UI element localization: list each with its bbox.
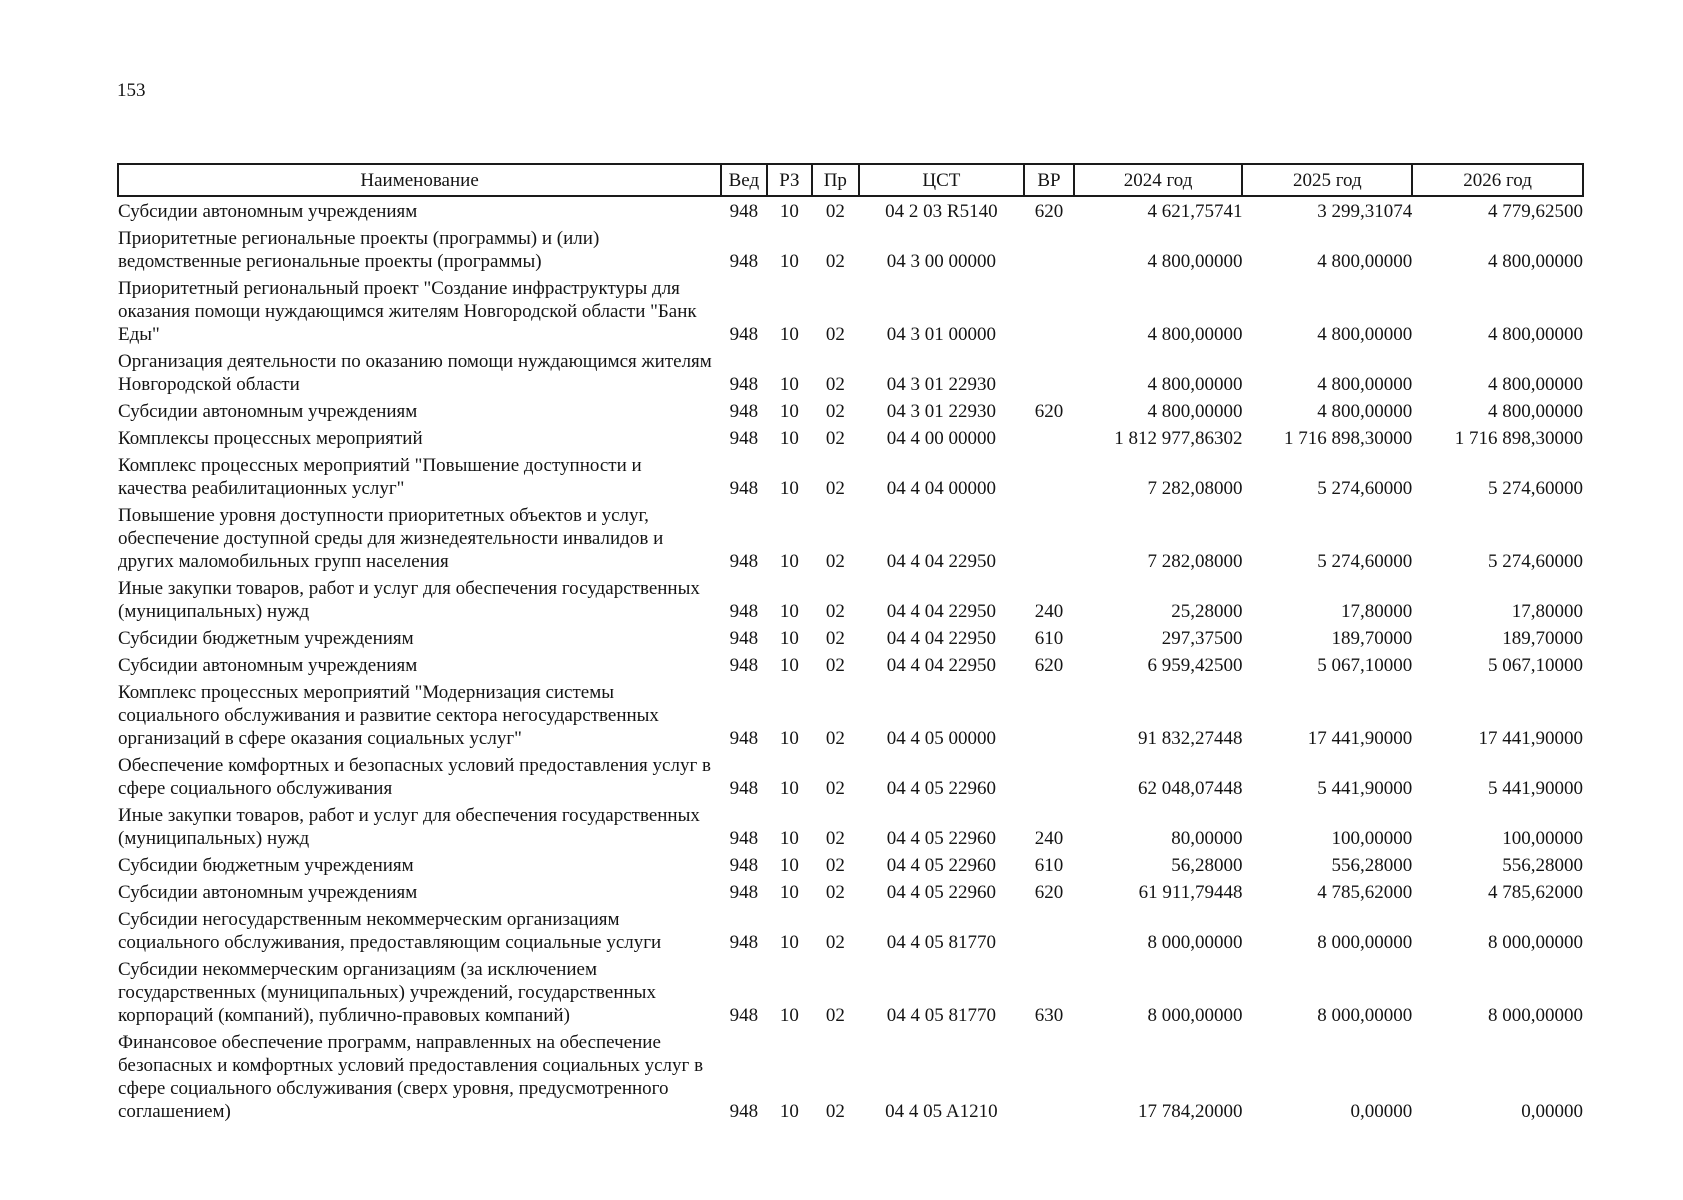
cell-2025: 556,28000 [1331, 855, 1413, 876]
cell-2024: 8 000,00000 [1147, 1005, 1243, 1026]
cell-cst: 04 3 01 22930 [886, 374, 997, 395]
cell-pr: 02 [825, 401, 845, 422]
cell-2026: 4 785,62000 [1488, 882, 1583, 903]
cell-rz: 10 [779, 428, 799, 449]
cell-name: Субсидии автономным учреждениям [118, 401, 418, 422]
table-row [118, 196, 1583, 224]
cell-2025: 17,80000 [1340, 601, 1413, 622]
cell-name: Обеспечение комфортных и безопасных условий предоставления услуг в сфере социального обслуживания [118, 755, 711, 799]
cell-2025: 17 441,90000 [1307, 728, 1413, 749]
cell-2025: 8 000,00000 [1317, 1005, 1413, 1026]
cell-2024: 4 800,00000 [1147, 324, 1243, 345]
column-header-vr: ВР [1024, 164, 1074, 196]
cell-cst: 04 4 05 81770 [886, 932, 997, 953]
column-header-2026: 2026 год [1412, 164, 1583, 196]
cell-2024: 4 800,00000 [1147, 401, 1243, 422]
cell-rz: 10 [779, 601, 799, 622]
cell-2025: 1 716 898,30000 [1283, 428, 1413, 449]
cell-2026: 556,28000 [1502, 855, 1583, 876]
table-row [118, 274, 1583, 347]
page-number: 153 [117, 80, 146, 101]
cell-pr: 02 [825, 551, 845, 572]
cell-ved: 948 [729, 601, 759, 622]
cell-name: Иные закупки товаров, работ и услуг для обеспечения государственных (муниципальных) нужд [118, 578, 700, 622]
cell-name: Финансовое обеспечение программ, направленных на обеспечение безопасных и комфортных условий предоставления социальных услуг в сфере социального обслуживания (сверх уровня, предусмотренного соглашением) [118, 1032, 704, 1122]
cell-ved: 948 [729, 324, 759, 345]
table-row [118, 751, 1583, 801]
cell-cst: 04 4 05 22960 [886, 855, 997, 876]
cell-ved: 948 [729, 655, 759, 676]
cell-2024: 7 282,08000 [1147, 551, 1243, 572]
cell-2025: 0,00000 [1350, 1101, 1413, 1122]
cell-2025: 4 800,00000 [1317, 401, 1413, 422]
column-header-name: Наименование [118, 164, 721, 196]
cell-2024: 4 800,00000 [1147, 251, 1243, 272]
cell-cst: 04 4 04 00000 [886, 478, 997, 499]
cell-vr: 620 [1034, 655, 1064, 676]
cell-2026: 5 274,60000 [1488, 551, 1583, 572]
cell-pr: 02 [825, 655, 845, 676]
table-row [118, 624, 1583, 651]
cell-name: Комплексы процессных мероприятий [118, 428, 423, 449]
cell-2025: 100,00000 [1331, 828, 1413, 849]
cell-2026: 0,00000 [1521, 1101, 1583, 1122]
cell-ved: 948 [729, 828, 759, 849]
cell-2024: 8 000,00000 [1147, 932, 1243, 953]
cell-cst: 04 2 03 R5140 [885, 201, 998, 222]
cell-cst: 04 3 00 00000 [886, 251, 997, 272]
cell-2026: 4 800,00000 [1488, 374, 1583, 395]
cell-ved: 948 [729, 1101, 759, 1122]
cell-vr: 630 [1034, 1005, 1064, 1026]
cell-ved: 948 [729, 428, 759, 449]
table-row [118, 878, 1583, 905]
cell-rz: 10 [779, 628, 799, 649]
cell-2026: 189,70000 [1502, 628, 1583, 649]
cell-2025: 4 800,00000 [1317, 324, 1413, 345]
cell-2026: 17 441,90000 [1478, 728, 1583, 749]
cell-ved: 948 [729, 778, 759, 799]
cell-vr [1024, 347, 1074, 397]
table-row [118, 955, 1583, 1028]
cell-2024: 297,37500 [1161, 628, 1243, 649]
cell-2026: 100,00000 [1502, 828, 1583, 849]
cell-2026: 4 779,62500 [1488, 201, 1583, 222]
cell-name: Субсидии автономным учреждениям [118, 882, 418, 903]
cell-vr [1024, 451, 1074, 501]
cell-name: Субсидии негосударственным некоммерческим организациям социального обслуживания, предоставляющим социальные услуги [118, 909, 662, 953]
cell-name: Приоритетный региональный проект "Создание инфраструктуры для оказания помощи нуждающимся жителям Новгородской области "Банк Еды" [118, 278, 697, 345]
cell-rz: 10 [779, 374, 799, 395]
cell-rz: 10 [779, 655, 799, 676]
table-row [118, 851, 1583, 878]
cell-vr [1024, 224, 1074, 274]
cell-vr: 620 [1034, 882, 1064, 903]
table-row [118, 651, 1583, 678]
cell-pr: 02 [825, 728, 845, 749]
column-header-2024: 2024 год [1074, 164, 1243, 196]
column-header-pr: Пр [812, 164, 858, 196]
cell-rz: 10 [779, 778, 799, 799]
cell-rz: 10 [779, 551, 799, 572]
cell-ved: 948 [729, 374, 759, 395]
cell-cst: 04 3 01 00000 [886, 324, 997, 345]
cell-rz: 10 [779, 201, 799, 222]
cell-cst: 04 4 05 22960 [886, 778, 997, 799]
cell-rz: 10 [779, 478, 799, 499]
cell-2025: 4 800,00000 [1317, 251, 1413, 272]
table-row [118, 397, 1583, 424]
cell-pr: 02 [825, 882, 845, 903]
cell-name: Субсидии автономным учреждениям [118, 655, 418, 676]
table-row [118, 678, 1583, 751]
cell-2024: 25,28000 [1171, 601, 1243, 622]
cell-2026: 17,80000 [1511, 601, 1583, 622]
cell-ved: 948 [729, 401, 759, 422]
cell-2026: 1 716 898,30000 [1454, 428, 1583, 449]
cell-pr: 02 [825, 932, 845, 953]
cell-ved: 948 [729, 932, 759, 953]
cell-pr: 02 [825, 251, 845, 272]
cell-2026: 5 441,90000 [1488, 778, 1583, 799]
cell-2026: 5 274,60000 [1488, 478, 1583, 499]
cell-pr: 02 [825, 855, 845, 876]
cell-ved: 948 [729, 728, 759, 749]
cell-name: Повышение уровня доступности приоритетных объектов и услуг, обеспечение доступной среды для жизнедеятельности инвалидов и других маломобильных групп населения [118, 505, 664, 572]
cell-rz: 10 [779, 1101, 799, 1122]
cell-2024: 4 621,75741 [1147, 201, 1243, 222]
cell-name: Субсидии некоммерческим организациям (за исключением государственных (муниципальных) учреждений, государственных корпораций (компаний), публично-правовых компаний) [118, 959, 656, 1026]
budget-table [117, 163, 1584, 1124]
cell-ved: 948 [729, 628, 759, 649]
cell-2024: 1 812 977,86302 [1114, 428, 1243, 449]
cell-rz: 10 [779, 882, 799, 903]
cell-name: Комплекс процессных мероприятий "Модернизация системы социального обслуживания и развитие сектора негосударственных организаций в сфере оказания социальных услуг" [118, 682, 659, 749]
cell-pr: 02 [825, 428, 845, 449]
cell-rz: 10 [779, 828, 799, 849]
cell-vr [1024, 751, 1074, 801]
cell-pr: 02 [825, 628, 845, 649]
cell-vr [1024, 678, 1074, 751]
cell-cst: 04 4 05 22960 [886, 882, 997, 903]
cell-pr: 02 [825, 828, 845, 849]
cell-cst: 04 4 04 22950 [886, 551, 997, 572]
cell-rz: 10 [779, 324, 799, 345]
cell-2026: 8 000,00000 [1488, 1005, 1583, 1026]
cell-vr: 620 [1034, 401, 1064, 422]
cell-cst: 04 4 05 22960 [886, 828, 997, 849]
cell-2025: 4 800,00000 [1317, 374, 1413, 395]
cell-pr: 02 [825, 778, 845, 799]
cell-2024: 80,00000 [1171, 828, 1243, 849]
cell-ved: 948 [729, 1005, 759, 1026]
cell-cst: 04 4 04 22950 [886, 628, 997, 649]
table-row [118, 501, 1583, 574]
column-header-ved: Вед [721, 164, 766, 196]
cell-vr [1024, 274, 1074, 347]
cell-2024: 91 832,27448 [1137, 728, 1243, 749]
cell-2024: 56,28000 [1171, 855, 1243, 876]
cell-name: Субсидии автономным учреждениям [118, 201, 418, 222]
cell-cst: 04 3 01 22930 [886, 401, 997, 422]
header-row [118, 164, 1583, 196]
cell-2024: 17 784,20000 [1137, 1101, 1243, 1122]
cell-pr: 02 [825, 478, 845, 499]
table-row [118, 574, 1583, 624]
cell-2024: 62 048,07448 [1137, 778, 1243, 799]
cell-vr: 620 [1034, 201, 1064, 222]
cell-vr: 610 [1034, 628, 1064, 649]
cell-ved: 948 [729, 478, 759, 499]
table-row [118, 451, 1583, 501]
cell-rz: 10 [779, 728, 799, 749]
cell-ved: 948 [729, 551, 759, 572]
cell-name: Субсидии бюджетным учреждениям [118, 855, 414, 876]
cell-vr: 610 [1034, 855, 1064, 876]
cell-2025: 5 274,60000 [1317, 551, 1413, 572]
cell-2025: 4 785,62000 [1317, 882, 1413, 903]
column-header-cst: ЦСТ [859, 164, 1025, 196]
cell-vr [1024, 424, 1074, 451]
cell-cst: 04 4 05 A1210 [885, 1101, 998, 1122]
cell-name: Иные закупки товаров, работ и услуг для обеспечения государственных (муниципальных) нужд [118, 805, 700, 849]
cell-2025: 5 067,10000 [1317, 655, 1413, 676]
cell-2026: 5 067,10000 [1488, 655, 1583, 676]
cell-rz: 10 [779, 1005, 799, 1026]
cell-ved: 948 [729, 855, 759, 876]
table-row [118, 1028, 1583, 1124]
cell-2026: 4 800,00000 [1488, 251, 1583, 272]
table-row [118, 905, 1583, 955]
cell-cst: 04 4 04 22950 [886, 601, 997, 622]
cell-vr [1024, 501, 1074, 574]
cell-vr [1024, 1028, 1074, 1124]
table-row [118, 801, 1583, 851]
cell-2025: 8 000,00000 [1317, 932, 1413, 953]
cell-name: Субсидии бюджетным учреждениям [118, 628, 414, 649]
cell-pr: 02 [825, 1005, 845, 1026]
cell-2025: 5 274,60000 [1317, 478, 1413, 499]
table-row [118, 424, 1583, 451]
cell-ved: 948 [729, 251, 759, 272]
table-row [118, 224, 1583, 274]
cell-2024: 61 911,79448 [1138, 882, 1243, 903]
cell-2026: 8 000,00000 [1488, 932, 1583, 953]
cell-cst: 04 4 00 00000 [886, 428, 997, 449]
cell-vr: 240 [1034, 828, 1064, 849]
table-body [118, 196, 1583, 1124]
cell-2025: 189,70000 [1331, 628, 1413, 649]
cell-ved: 948 [729, 882, 759, 903]
column-header-rz: РЗ [767, 164, 812, 196]
cell-vr: 240 [1034, 601, 1064, 622]
cell-rz: 10 [779, 251, 799, 272]
cell-rz: 10 [779, 855, 799, 876]
cell-pr: 02 [825, 201, 845, 222]
cell-pr: 02 [825, 1101, 845, 1122]
cell-name: Комплекс процессных мероприятий "Повышение доступности и качества реабилитационных услуг" [118, 455, 642, 499]
cell-cst: 04 4 05 00000 [886, 728, 997, 749]
cell-cst: 04 4 04 22950 [886, 655, 997, 676]
cell-name: Приоритетные региональные проекты (программы) и (или) ведомственные региональные проекты (программы) [118, 228, 600, 272]
cell-cst: 04 4 05 81770 [886, 1005, 997, 1026]
cell-2025: 5 441,90000 [1317, 778, 1413, 799]
cell-2024: 6 959,42500 [1147, 655, 1243, 676]
cell-pr: 02 [825, 601, 845, 622]
cell-ved: 948 [729, 201, 759, 222]
cell-2024: 4 800,00000 [1147, 374, 1243, 395]
cell-pr: 02 [825, 324, 845, 345]
table-row [118, 347, 1583, 397]
cell-rz: 10 [779, 401, 799, 422]
cell-name: Организация деятельности по оказанию помощи нуждающимся жителям Новгородской области [118, 351, 712, 395]
cell-2026: 4 800,00000 [1488, 401, 1583, 422]
cell-2025: 3 299,31074 [1317, 201, 1413, 222]
cell-vr [1024, 905, 1074, 955]
column-header-2025: 2025 год [1242, 164, 1412, 196]
cell-rz: 10 [779, 932, 799, 953]
cell-2026: 4 800,00000 [1488, 324, 1583, 345]
cell-2024: 7 282,08000 [1147, 478, 1243, 499]
cell-pr: 02 [825, 374, 845, 395]
